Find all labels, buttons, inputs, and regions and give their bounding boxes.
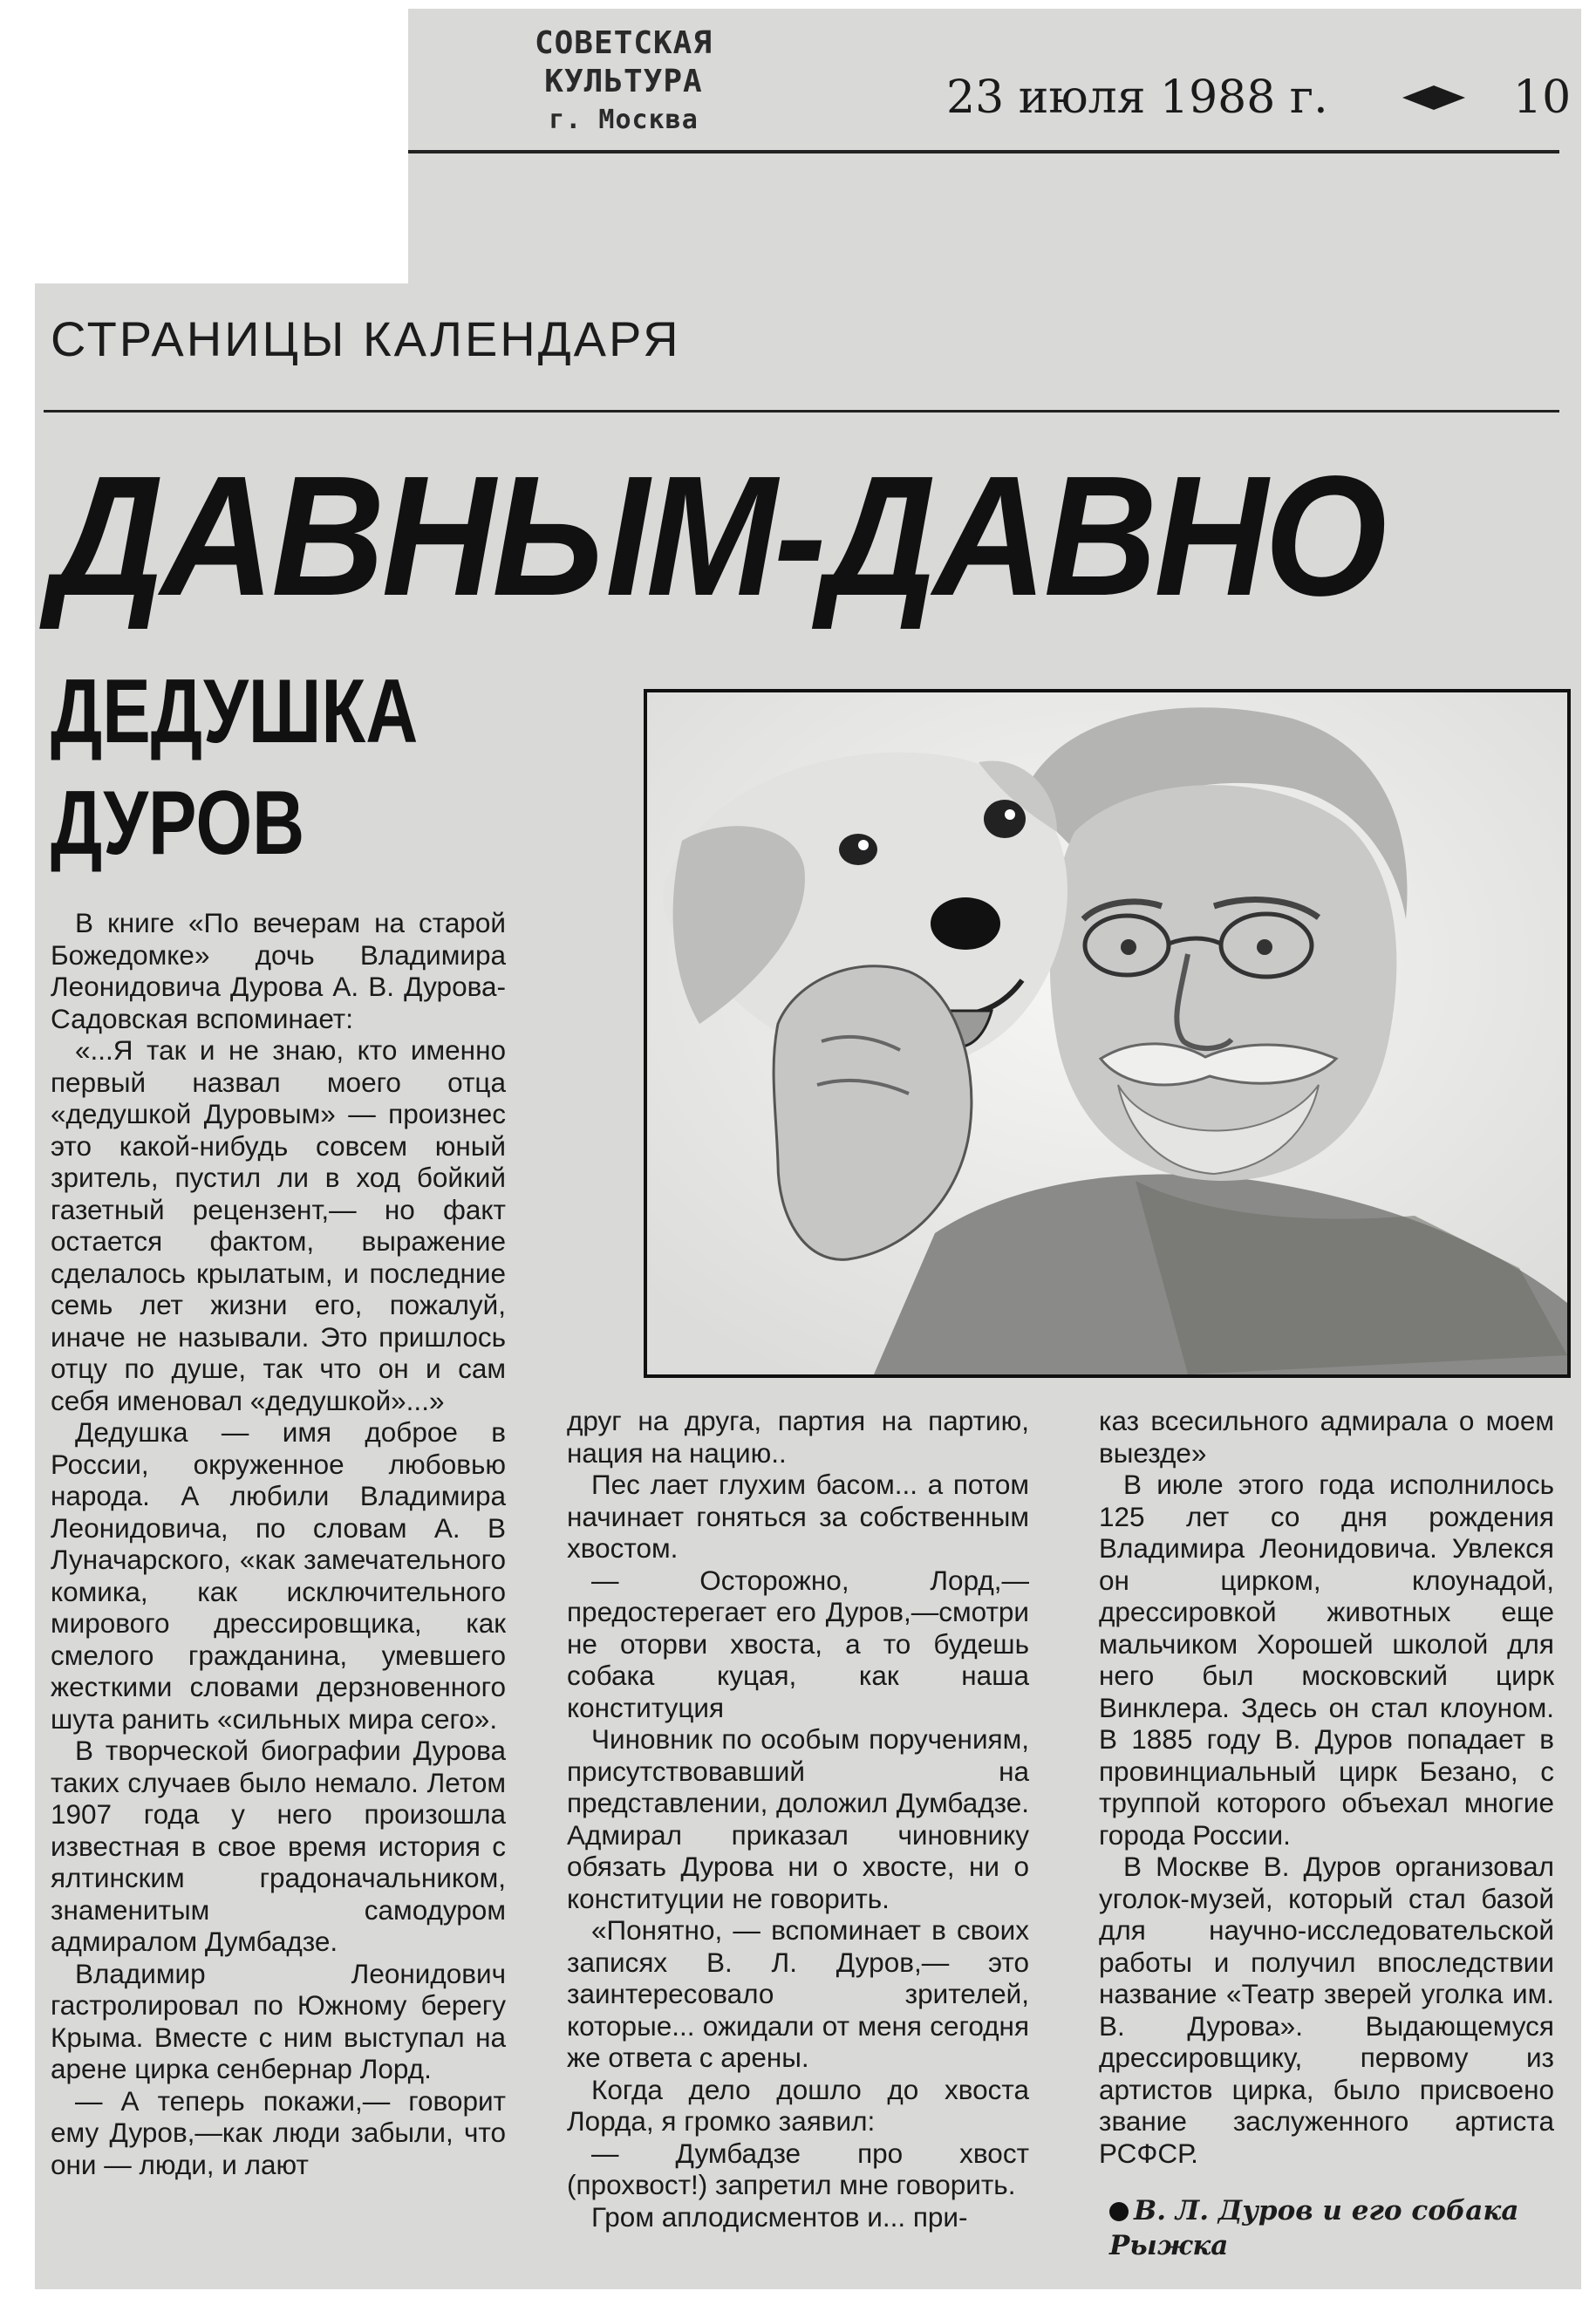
paragraph: Дедушка — имя доброе в России, окруженное любовью народа. А любили Владимира Леонидовича, по словам А. В Луначарского, «как замечательного комика, как исключительного мирового дрессировщика, как смелого гражданина, умевшего жесткими словами дерзновенного шута ранить «сильных мира сего». — [51, 1416, 506, 1735]
paragraph: В Москве В. Дуров организовал уголок-музей, который стал базой для научно-исследовательской работы и получил впоследствии название «Театр зверей уголка им. В. Дурова». Выдающемуся дрессировщику, первому из артистов цирка, было присвоено звание заслуженного артиста РСФСР. — [1099, 1851, 1554, 2169]
stamp-line-1: СОВЕТСКАЯ КУЛЬТУРА — [534, 25, 713, 99]
publication-stamp — [449, 24, 798, 140]
issue-date: 23 июля 1988 г. — [946, 72, 1328, 124]
paragraph: В творческой биографии Дурова таких случаев было немало. Летом 1907 года у него произошла известная в свое время история с ялтинским градоначальником, знаменитым самодуром адмиралом Думбадзе. — [51, 1735, 506, 1957]
paragraph: Пес лает глухим басом... а потом начинает гоняться за собственным хвостом. — [567, 1469, 1029, 1564]
article-subtitle — [51, 656, 418, 879]
bleed-through — [811, 344, 824, 392]
paragraph: Когда дело дошло до хвоста Лорда, я громко заявил: — [567, 2073, 1029, 2137]
paragraph: каз всесильного адмирала о моем выезде» — [1099, 1405, 1554, 1469]
subtitle-line-1: ДЕДУШКА — [51, 661, 419, 762]
masthead-rule — [408, 150, 1559, 153]
paragraph: В книге «По вечерам на старой Божедомке» дочь Владимира Леонидовича Дурова А. В. Дурова-Садовская вспоминает: — [51, 907, 506, 1034]
paragraph: — Думбадзе про хвост (прохвост!) запретил мне говорить. — [567, 2137, 1029, 2200]
paragraph: Чиновник по особым поручениям, присутствовавший на представлении, доложил Думбадзе. Адмирал приказал чиновнику обязать Дурова ни о хвосте, ни о конституции не говорить. — [567, 1723, 1029, 1914]
article-title: ДАВНЫМ-ДАВНО — [51, 440, 1384, 631]
section-rule — [44, 410, 1559, 413]
portrait-illustration — [647, 692, 1567, 1374]
paragraph: «Понятно, — вспоминает в своих записях В. Л. Дуров,— это заинтересовало зрителей, которые... ожидали от меня сегодня же ответа с арены. — [567, 1914, 1029, 2073]
section-heading: СТРАНИЦЫ КАЛЕНДАРЯ — [51, 311, 681, 366]
paragraph: «...Я так и не знаю, кто именно первый назвал моего отца «дедушкой Дуровым» — произнес это какой-нибудь совсем юный зритель, пустил ли в ход бойкий газетный рецензент,— но факт остается фактом, выражение сделалось крылатым, и последние семь лет жизни его, пожалуй, иначе не называли. Это пришлось отцу по душе, так что он и сам себя именовал «дедушкой»...» — [51, 1034, 506, 1416]
stamp-line-2: г. Москва — [549, 105, 699, 135]
article-column-2 — [567, 1405, 1029, 2233]
subtitle-line-2: ДУРОВ — [51, 773, 305, 874]
paragraph: Гром аплодисментов и... при- — [591, 2200, 968, 2233]
page-number: 10 — [1513, 72, 1572, 124]
article-column-3 — [1099, 1405, 1554, 2169]
photo-durov-with-dog — [644, 689, 1571, 1378]
paragraph: — Осторожно, Лорд,— предостерегает его Дуров,—смотри не оторви хвоста, а то будешь собака куцая, как наша конституция — [567, 1564, 1029, 1723]
article-column-1 — [51, 907, 506, 2180]
paragraph: В июле этого года исполнилось 125 лет со дня рождения Владимира Леонидовича. Увлекся он цирком, клоунадой, дрессировкой животных еще мальчиком Хорошей школой для него был московский цирк Винклера. Здесь он стал клоуном. В 1885 году В. Дуров попадает в провинциальный цирк Безано, с труппой которого объехал многие города России. — [1099, 1469, 1554, 1851]
paragraph: — А теперь покажи,— говорит ему Дуров,—как люди забыли, что они — люди, и лают — [51, 2084, 506, 2180]
photo-caption-text: В. Л. Дуров и его собака Рыжка — [1109, 2195, 1519, 2261]
paragraph: Владимир Леонидович гастролировал по Южному берегу Крыма. Вместе с ним выступал на арене цирка сенбернар Лорд. — [51, 1957, 506, 2084]
paragraph: друг на друга, партия на партию, нация на нацию.. — [567, 1405, 1029, 1469]
photo-caption — [1109, 2193, 1563, 2263]
diamond-ornament-icon — [1402, 85, 1465, 110]
bullet-icon — [1109, 2202, 1129, 2221]
